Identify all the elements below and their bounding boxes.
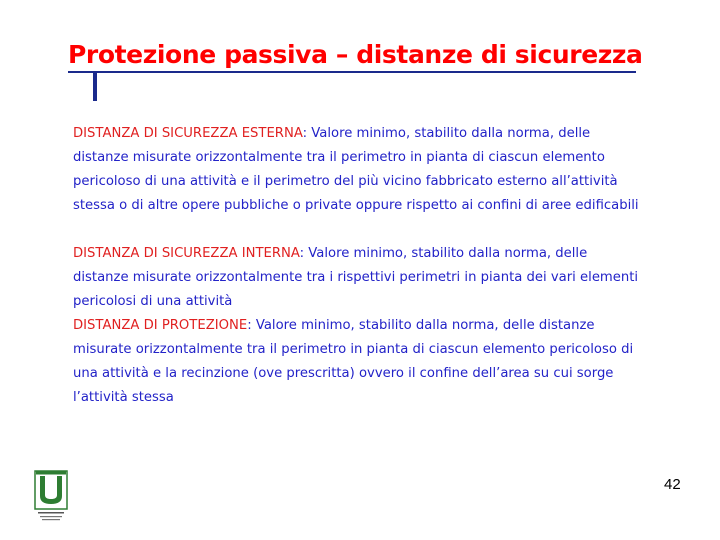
term-internal-safety-distance: DISTANZA DI SICUREZZA INTERNA xyxy=(73,246,300,261)
university-logo-icon xyxy=(34,470,68,522)
term-protection-distance: DISTANZA DI PROTEZIONE xyxy=(73,318,248,333)
title-accent-bar xyxy=(93,73,97,101)
paragraph-internal-safety-distance xyxy=(73,242,645,314)
paragraph-protection-distance xyxy=(73,314,645,410)
paragraph-external-safety-distance xyxy=(73,122,645,242)
definition-protection-distance: : Valore minimo, stabilito dalla norma, delle distanze misurate orizzontalmente tra il perimetro in pianta di ciascun elemento pericoloso di una attività e la recinzione (ove prescritta) ovvero il confine dell’area su cui sorge l’attività stessa xyxy=(73,318,634,405)
title-underline xyxy=(68,71,636,73)
term-external-safety-distance: DISTANZA DI SICUREZZA ESTERNA xyxy=(73,126,303,141)
page-number: 42 xyxy=(664,476,681,493)
definition-external-safety-distance: : Valore minimo, stabilito dalla norma, delle distanze misurate orizzontalmente tra il perimetro in pianta di ciascun elemento pericoloso di una attività e il perimetro del più vicino fabbricato esterno all’attività stessa o di altre opere pubbliche o private oppure rispetto ai confini di aree edificabili xyxy=(73,126,639,213)
slide-title: Protezione passiva – distanze di sicurezza xyxy=(68,40,643,69)
slide-content xyxy=(73,122,645,410)
definition-internal-safety-distance: : Valore minimo, stabilito dalla norma, delle distanze misurate orizzontalmente tra i rispettivi perimetri in pianta dei vari elementi pericolosi di una attività xyxy=(73,246,639,309)
